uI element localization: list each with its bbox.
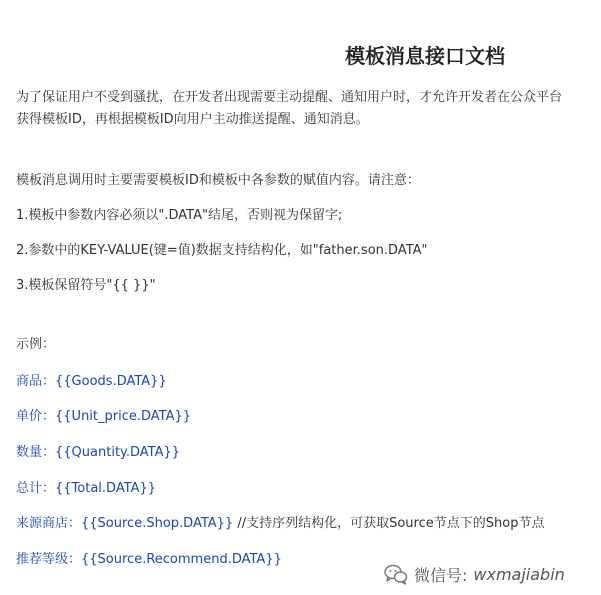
example-row-total	[16, 480, 156, 498]
example-key: 总计：	[16, 481, 56, 496]
example-row-unit-price	[16, 408, 191, 426]
example-value: {{Source.Shop.DATA}}	[81, 516, 234, 531]
example-value: {{Goods.DATA}}	[55, 374, 167, 389]
watermark-label: 微信号:	[414, 565, 468, 585]
example-value: {{Total.DATA}}	[55, 481, 157, 496]
example-key: 数量：	[16, 445, 56, 460]
example-row-recommend	[16, 551, 282, 569]
wechat-icon	[384, 563, 408, 585]
example-key: 推荐等级：	[16, 552, 82, 567]
example-value: {{Quantity.DATA}}	[55, 445, 181, 460]
example-key: 商品：	[16, 374, 56, 389]
example-row-goods	[16, 373, 167, 391]
intro-line-1: 为了保证用户不受到骚扰，在开发者出现需要主动提醒、通知用户时，才允许开发者在公众平台	[16, 90, 563, 105]
wechat-watermark	[384, 562, 565, 586]
doc-title: 模板消息接口文档	[345, 44, 505, 68]
example-row-quantity	[16, 444, 180, 462]
example-key: 来源商店：	[16, 516, 82, 531]
example-key: 单价：	[16, 409, 56, 424]
example-comment: //支持序列结构化，可获取Source节点下的Shop节点	[233, 516, 545, 531]
example-row-source-shop	[16, 515, 544, 533]
rule-item: 2.参数中的KEY-VALUE(键=值)数据支持结构化，如"father.son.DATA"	[16, 243, 428, 258]
example-value: {{Unit_price.DATA}}	[55, 409, 192, 424]
intro-line-2: 获得模板ID，再根据模板ID向用户主动推送提醒、通知消息。	[16, 112, 369, 127]
example-label: 示例：	[16, 337, 56, 352]
rule-item: 3.模板保留符号"{{ }}"	[16, 278, 156, 293]
rule-item: 1.模板中参数内容必须以".DATA"结尾，否则视为保留字;	[16, 208, 343, 223]
note-intro: 模板消息调用时主要需要模板ID和模板中各参数的赋值内容。请注意：	[16, 173, 420, 188]
watermark-handle: wxmajiabin	[473, 564, 565, 584]
example-value: {{Source.Recommend.DATA}}	[81, 552, 282, 567]
